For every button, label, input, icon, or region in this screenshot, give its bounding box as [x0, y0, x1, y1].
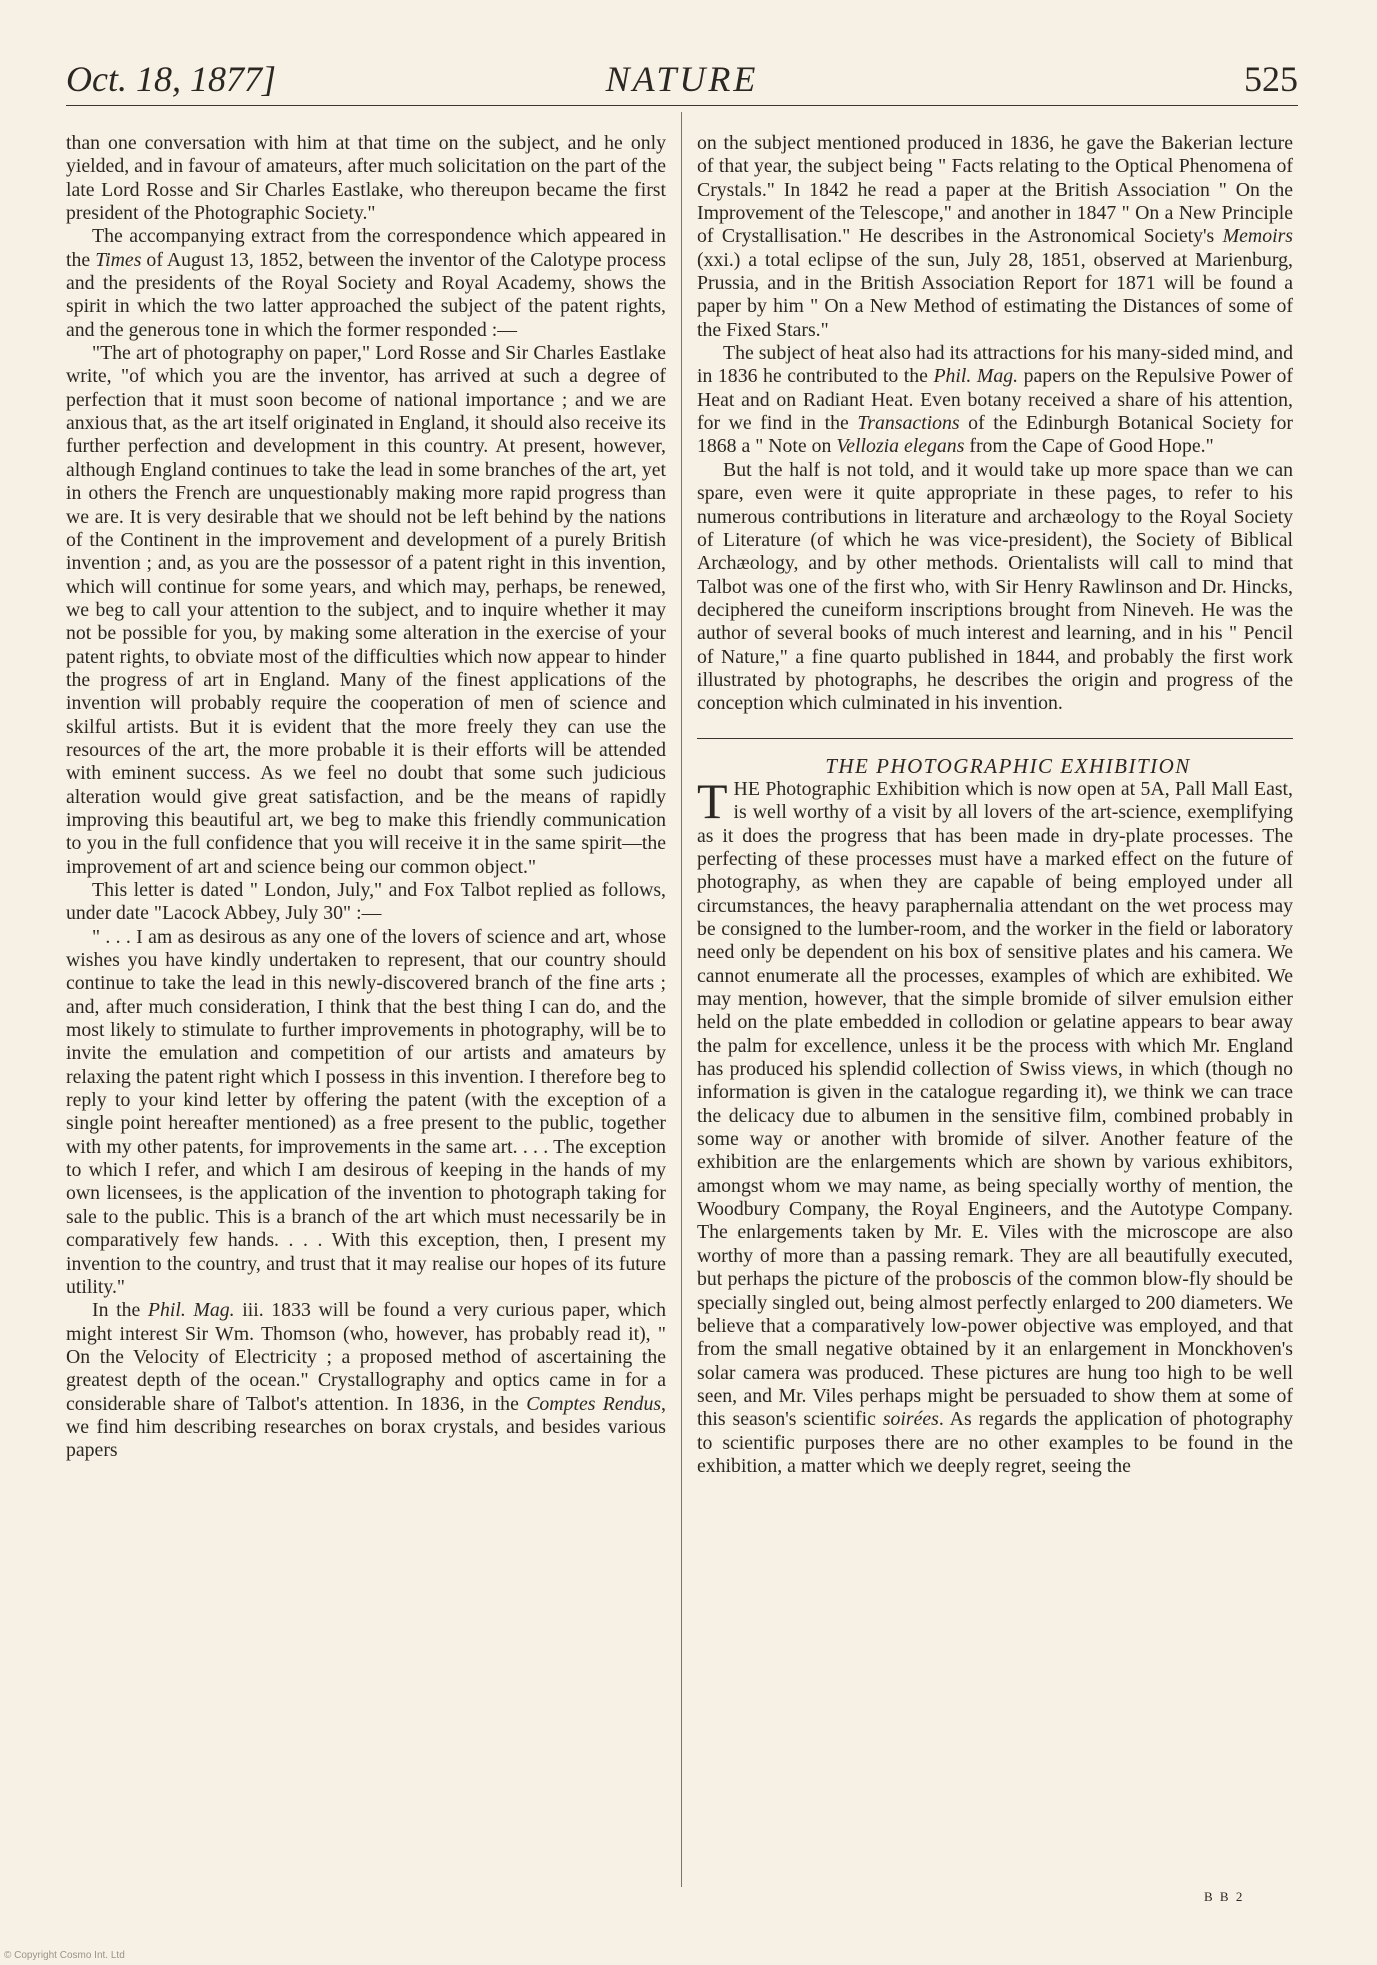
paragraph: on the subject mentioned produced in 1836, he gave the Bakerian lecture of that year, the subject being " Facts relating to the Optical Phenomena of Crystals." In 1842 he read a paper at the British Association " On the Improvement of the Telescope," and another in 1847 " On a New Principle of Crystallisation." He describes in the Astronomical Society's Memoirs (xxi.) a total eclipse of the sun, July 28, 1851, observed at Marienburg, Prussia, and in the British Association Report for 1871 will be found a paper by him " On a New Method of estimating the Distances of some of the Fixed Stars." [697, 132, 1293, 341]
copyright-watermark: © Copyright Cosmo Int. Ltd [4, 1950, 125, 1961]
page-header [66, 58, 1298, 108]
drop-cap: T [697, 772, 728, 829]
journal-title: NATURE [605, 59, 759, 99]
paragraph: In the Phil. Mag. iii. 1833 will be found a very curious paper, which might interest Sir Wm. Thomson (who, however, has probably read it), " On the Velocity of Electricity ; a proposed method of ascertaining the greatest depth of the ocean." Crystallography and optics came in for a considerable share of Talbot's attention. In 1836, in the Comptes Rendus, we find him describing researches on borax crystals, and besides various papers [66, 1299, 666, 1462]
paragraph: This letter is dated " London, July," and Fox Talbot replied as follows, under date "Lacock Abbey, July 30" :— [66, 879, 666, 925]
signature-mark: B B 2 [1204, 1889, 1245, 1904]
paragraph: The subject of heat also had its attractions for his many-sided mind, and in 1836 he contributed to the Phil. Mag. papers on the Repulsive Power of Heat and on Radiant Heat. Even botany received a share of his attention, for we find in the Transactions of the Edinburgh Botanical Society for 1868 a " Note on Vellozia elegans from the Cape of Good Hope." [697, 342, 1294, 458]
section-title: THE PHOTOGRAPHIC EXHIBITION [825, 753, 1191, 778]
paragraph: " . . . I am as desirous as any one of the lovers of science and art, whose wishes you have kindly undertaken to represent, that our country should continue to take the lead in this newly-discovered branch of the fine arts ; and, after much consideration, I think that the best thing I can do, and the most likely to stimulate to further improvements in photography, will be to invite the emulation and competition of our artists and amateurs by relaxing the patent right which I possess in this invention. I therefore beg to reply to your kind letter by offering the patent (with the exception of a single point hereafter mentioned) as a free present to the public, together with my other patents, for improvements in the same art. . . . The exception to which I refer, and which I am desirous of keeping in the hands of my own licensees, is the application of the invention to photograph taking for sale to the public. This is a branch of the art which must necessarily be in comparatively few hands. . . . With this exception, then, I present my invention to the country, and trust that it may realise our hopes of its future utility." [66, 925, 666, 1298]
paragraph: THE Photographic Exhibition which is now open at 5A, Pall Mall East, is well worthy of a visit by all lovers of the art-science, exemplifying as it does the progress that has been made in dry-plate processes. The perfecting of these processes must have a marked effect on the future of photography, as when they are capable of being employed under all circumstances, the heavy paraphernalia attendant on the wet process may be consigned to the lumber-room, and the worker in the field or laboratory need only be dependent on his box of sensitive plates and his camera. We cannot enumerate all the processes, examples of which are exhibited. We may mention, however, that the simple bromide of silver emulsion either held on the plate embedded in collodion or gelatine appears to bear away the palm for excellence, unless it be the process with which Mr. England has produced his splendid collection of Swiss views, in which (though no information is given in the catalogue regarding it), we think we can trace the delicacy due to albumen in the sensitive film, combined probably in some way or another with bromide of silver. Another feature of the exhibition are the enlargements which are shown by various exhibitors, amongst whom we may name, as being specially worthy of mention, the Woodbury Company, the Royal Engineers, and the Autotype Company. The enlargements taken by Mr. E. Viles with the microscope are also worthy of more than a passing remark. They are all beautifully executed, but perhaps the picture of the proboscis of the common blow-fly should be specially singled out, being almost perfectly enlarged to 200 diameters. We believe that a comparatively low-power objective was employed, and that from the small negative obtained by it an enlargement in Monckhoven's solar camera was produced. These pictures are hung too high to be well seen, and Mr. Viles perhaps might be persuaded to show them at some of this season's scientific soirées. As regards the application of photography to scientific purposes there are no other examples to be found in the exhibition, a matter which we deeply regret, seeing the [697, 772, 1293, 1477]
paragraph: But the half is not told, and it would take up more space than we can spare, even were it quite appropriate in these pages, to refer to his numerous contributions in literature and archæology to the Royal Society of Literature (of which he was vice-president), the Society of Biblical Archæology, and by other methods. Orientalists will call to mind that Talbot was one of the first who, with Sir Henry Rawlinson and Dr. Hincks, deciphered the cuneiform inscriptions brought from Nineveh. He was the author of several books of much interest and learning, and in his " Pencil of Nature," a fine quarto published in 1844, and probably the first work illustrated by photographs, he describes the origin and progress of the conception which culminated in his invention. [697, 458, 1293, 715]
paragraph: The accompanying extract from the correspondence which appeared in the Times of August 13, 1852, between the inventor of the Calotype process and the presidents of the Royal Society and Royal Academy, shows the spirit in which the two latter approached the subject of the patent rights, and the generous tone in which the former responded :— [66, 225, 666, 341]
page-number: 525 [1244, 59, 1298, 99]
header-rule [66, 105, 1298, 106]
section-rule [697, 738, 1293, 739]
left-column [66, 132, 666, 1463]
paragraph: "The art of photography on paper," Lord Rosse and Sir Charles Eastlake write, "of which you are the inventor, has arrived at such a degree of perfection that it must soon become of national importance ; and we are anxious that, as the art itself originated in England, it should also receive its further perfection and development in this country. At present, however, although England continues to take the lead in some branches of the art, yet in others the French are unquestionably making more rapid progress than we are. It is very desirable that we should not be left behind by the nations of the Continent in the improvement and development of a purely British invention ; and, as you are the possessor of a patent right in this invention, which will continue for some years, and which may, perhaps, be renewed, we beg to call your attention to the subject, and to inquire whether it may not be possible for you, by making some alteration in the exercise of your patent rights, to obviate most of the difficulties which now appear to hinder the progress of art in England. Many of the finest applications of the invention will probably require the cooperation of men of science and skilful artists. But it is evident that the more freely they can use the resources of the art, the more probable it is their efforts will be attended with eminent success. As we feel no doubt that some such judicious alteration would give great satisfaction, and be the means of rapidly improving this beautiful art, we beg to make this friendly communication to you in the full confidence that you will receive it in the same spirit—the improvement of art and science being our common object." [66, 342, 666, 878]
right-column [697, 132, 1293, 1478]
header-date: Oct. 18, 1877] [66, 59, 276, 99]
paragraph: than one conversation with him at that time on the subject, and he only yielded, and in favour of amateurs, after much solicitation on the part of the late Lord Rosse and Sir Charles Eastlake, who thereupon became the first president of the Photographic Society." [66, 132, 666, 225]
column-divider [681, 112, 682, 1887]
